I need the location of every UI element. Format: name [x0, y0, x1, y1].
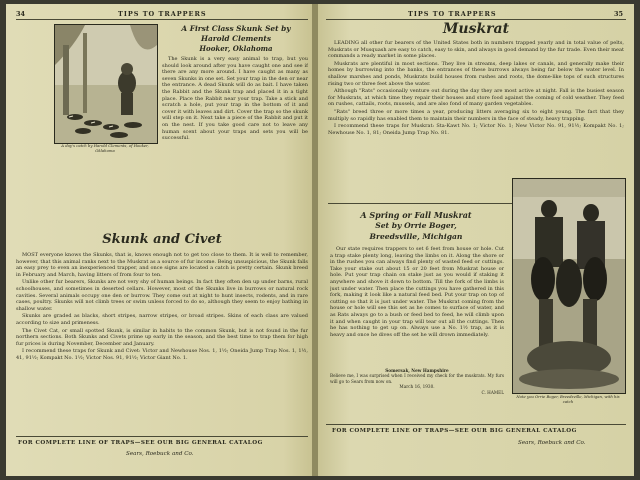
- skunk-photo-caption: A day's catch by Harold Clements, of Hooker, Oklahoma: [61, 143, 149, 153]
- page-number: 35: [614, 10, 624, 18]
- header-rule: [326, 19, 626, 20]
- skunk-set-author: Harold Clements: [200, 34, 271, 43]
- company-footer: Sears, Roebuck and Co.: [126, 451, 194, 457]
- muskrat-paragraph-2: Muskrats are plentiful in most sections. They live in streams, deep lakes or canals, and generally make their homes by burrowing into the banks, the entrances of these burrows always being far below the water level. In shallow marshes and ponds, Muskrats build houses from rushes and roots, the dome-like tops of such structures rising two or three feet above the water.: [328, 60, 624, 87]
- letter-body: Believe me, I was surprised when I received my check for the muskrats. My furs will go to Sears from now on.: [330, 373, 504, 384]
- skunk-civet-paragraph-5: I recommend these traps for Skunk and Civet: Victor and Newhouse Nos. 1, 1½; Oneida Jump Trap Nos. 1, 1½, 41, 91½; Kompakt No. 1½; Victor Nos. 91, 91½; Victor Giant No. 1.: [16, 348, 308, 361]
- letter-place: Somersak, New Hampshire: [385, 368, 449, 373]
- footer-rule: [16, 436, 308, 437]
- right-page: [318, 4, 634, 476]
- muskrat-paragraph-5: I recommend these traps for Muskrat: Sta-Kawt No. 1; Victor No. 1; New Victor No. 91, 91½; Kompakt No. 1; Newhouse No. 1, 81; Oneida Jump Trap No. 81.: [328, 123, 624, 136]
- spring-fall-author: Set by Orrie Boger,: [375, 221, 457, 230]
- open-booklet: [6, 4, 634, 476]
- skunk-civet-paragraph-2: Unlike other fur bearers, Skunks are not very shy of human beings. In fact they often den up under barns, rural schoolhouses, and sometimes in deserted cellars. However, most of the Skunks live in burrows or natural rock cavities. Several animals occupy one den or burrow. They come out at night to hunt insects, rodents, and in rare cases, poultry. Skunks will not climb trees or swim unless forced to do so, although they seem to enjoy bathing in shallow water.: [16, 279, 308, 312]
- skunk-catch-photo: [54, 24, 158, 144]
- muskrat-body: [328, 40, 624, 200]
- muskrat-paragraph-1: LEADING all other fur bearers of the United States both in numbers trapped yearly and in total value of pelts, Muskrats or Musquash are easy to catch, easy to skin, and always in good demand by the fur trade. Even their meat commands a ready market in some places.: [328, 40, 624, 60]
- testimonial-letter: [330, 368, 504, 395]
- skunk-civet-body: [16, 252, 308, 428]
- skunk-civet-title: Skunk and Civet: [102, 232, 222, 247]
- page-number: 34: [16, 10, 26, 18]
- skunk-set-body: [162, 56, 308, 224]
- muskrat-photo-caption: Note you Orrie Boger, Breedsville, Michigan, with his catch: [516, 394, 620, 404]
- catalog-footer: FOR COMPLETE LINE OF TRAPS—SEE OUR BIG GENERAL CATALOG: [332, 428, 577, 434]
- spring-fall-body: [330, 246, 504, 366]
- skunk-set-title: A First Class Skunk Set by: [181, 24, 291, 33]
- running-head: TIPS TO TRAPPERS: [118, 10, 207, 18]
- letter-date: March 16, 1930.: [399, 384, 435, 390]
- letter-signature: C. HAMEL: [481, 389, 504, 395]
- footer-rule: [326, 424, 626, 425]
- skunk-civet-paragraph-3: Skunks are graded as blacks, short stripes, narrow stripes, or broad stripes. Skins of each class are valued according to size and primeness.: [16, 313, 308, 326]
- running-head: TIPS TO TRAPPERS: [408, 10, 497, 18]
- left-page: [6, 4, 314, 476]
- company-footer: Sears, Roebuck and Co.: [518, 440, 586, 446]
- muskrat-paragraph-4: "Rats" breed three or more times a year, producing litters averaging six to eight young. The fact that they multiply so rapidly has enabled them to maintain their numbers in the face of steady, heavy trapping.: [328, 108, 624, 122]
- spring-fall-title: A Spring or Fall Muskrat: [360, 210, 472, 220]
- skunk-set-paragraph: The Skunk is a very easy animal to trap, but you should look around after you have caught one and see if there are any more around. I have caught as many as seven Skunks in one set. Set your trap in the den or near the entrance. A dead Skunk will do as bait. I have taken the Rabbit and the Skunk trap and placed it in a tight place. Place the Rabbit near your trap. Take a stick and scratch a hole, put your trap in the bottom of it and cover it with leaves and dirt. Cover the trap so the skunk will step on it. Next take a piece of the Rabbit and put it on the nest. If you take good care not to leave any human scent about your traps and sets you will be successful.: [162, 56, 308, 142]
- muskrat-paragraph-3: Although "Rats" occasionally venture out during the day they are most active at night. Fall is the busiest season for Muskrats, at which time they repair their houses and store food against the coming of cold weather. They feed on rushes, cattails, roots, mussels, and are also fond of many garden vegetables.: [328, 88, 624, 108]
- skunk-set-location: Hooker, Oklahoma: [199, 44, 273, 53]
- skunk-photo-image: [55, 25, 157, 143]
- skunk-civet-paragraph-1: MOST everyone knows the Skunks, that is, knows enough not to get too close to them. It is well to remember, however, that this animal ranks next to the Muskrat as a source of fur income. Being unsuspicious, the Skunk falls an easy prey to even an inexperienced trapper, and once signs are located a catch is pretty certain. Skunk breed in February and March, having litters of from four to ten.: [16, 252, 308, 278]
- muskrat-photo-image: [513, 179, 625, 393]
- header-rule: [16, 19, 308, 20]
- catalog-footer: FOR COMPLETE LINE OF TRAPS—SEE OUR BIG GENERAL CATALOG: [18, 440, 263, 446]
- muskrat-title: Muskrat: [442, 21, 510, 37]
- skunk-civet-paragraph-4: The Civet Cat, or small spotted Skunk, is similar in habits to the common Skunk, but is not found in the fur northern sections. Both Skunks and Civets prime up early in the season, and the best time to trap them for high fur prices is during November, December and January.: [16, 327, 308, 347]
- muskrat-catch-photo: [512, 178, 626, 394]
- spring-fall-paragraph: Our state requires trappers to set 6 feet from house or hole. Cut a trap stake plenty long, leaving the limbs on it. Along the shore or in the rushes you can always find plenty of wasted feed or cuttings. Take your stake out about 15 or 20 feet from Muskrat house or hole. Put your trap chain on stake just as you would if staking it anywhere and shove it down to bottom. Till the fork of the limbs is just under water. Then place the cuttings you have gathered in this fork, making it look like a natural feed bed. Put your trap on top of cutting so that it is just under water. The Muskrat coming from the house or hole will see this set as he comes to surface of water, and as Rats always go to a bush or feed bed to feed, he will climb upon it and when caught in your trap will tear out all the cuttings. Then he has nothing to get up on. Always use a No. 1½ trap, as it is heavy and once he dives off the set he will drown immediately.: [330, 246, 504, 338]
- spring-fall-location: Breedsville, Michigan: [369, 232, 463, 241]
